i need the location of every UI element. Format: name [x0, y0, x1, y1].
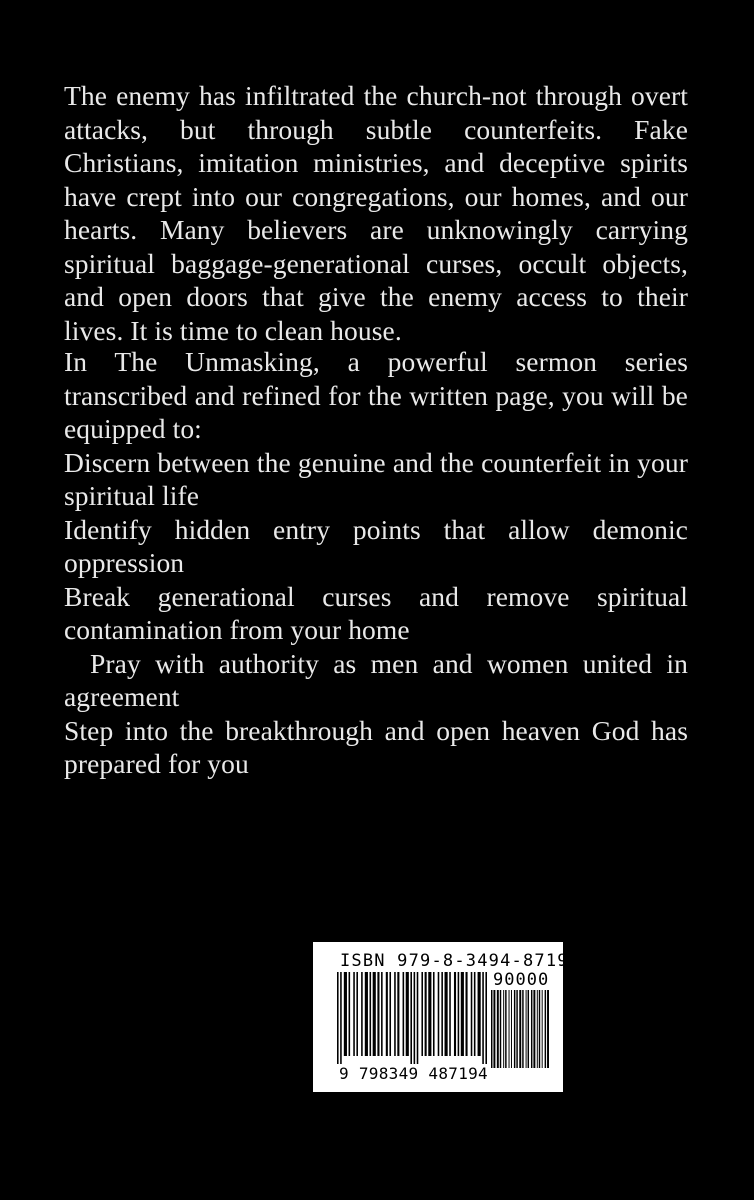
barcode-bar	[381, 972, 383, 1056]
barcode-bar	[516, 990, 517, 1068]
list-item: Step into the breakthrough and open heaven God has prepared for you	[64, 714, 688, 779]
barcode-bar	[537, 990, 538, 1068]
barcode-bar	[519, 990, 521, 1068]
description-text: The enemy has infiltrated the church-not through overt attacks, but through subtle counterfeits. Fake Christians, imitation ministries, and deceptive spirits have crept into our congregations, our homes, and our hearts. Many believers are unknowingly carrying spiritual baggage-generational curses, occult objects, and open doors that give the enemy access to their lives. It is time to clean house.	[64, 80, 688, 346]
barcode-bar	[340, 972, 342, 1064]
barcode-bar	[365, 972, 368, 1056]
barcode-bar	[533, 990, 535, 1068]
barcode-bar	[438, 972, 440, 1056]
barcode-bar	[509, 990, 510, 1068]
barcode-bar	[471, 972, 473, 1056]
barcode-bar	[503, 990, 504, 1068]
barcode-bar	[425, 972, 427, 1056]
barcode-bar	[461, 972, 464, 1056]
list-item: Discern between the genuine and the counterfeit in your spiritual life	[64, 446, 688, 511]
barcode-bar	[478, 972, 481, 1056]
barcode-bar	[349, 972, 351, 1056]
barcode-bar	[414, 972, 416, 1064]
barcode-bar	[539, 990, 540, 1068]
barcode-bar	[356, 972, 358, 1056]
barcode-bar	[505, 990, 506, 1068]
barcode-bar	[542, 990, 543, 1068]
barcode-bar	[353, 972, 355, 1056]
barcode-bar	[361, 972, 363, 1056]
price-code: 90000	[493, 970, 550, 990]
barcode-bar	[449, 972, 451, 1056]
barcode-bar	[377, 972, 379, 1056]
barcode-bar	[497, 990, 499, 1068]
barcode-bar	[528, 990, 529, 1068]
barcode-bar	[465, 972, 467, 1056]
barcode-bar	[485, 972, 487, 1064]
barcode-bar	[441, 972, 443, 1056]
addon-barcode-bars	[491, 990, 549, 1068]
isbn-barcode	[313, 942, 592, 1092]
barcode-bar	[445, 972, 448, 1056]
ean-digits: 9 798349 487194	[339, 1064, 488, 1083]
barcode-bar	[454, 972, 456, 1056]
barcode-bar	[491, 990, 492, 1068]
barcode-bar	[421, 972, 423, 1056]
barcode-bar	[514, 990, 515, 1068]
barcode-bar	[500, 990, 501, 1068]
equipped-list	[64, 345, 688, 781]
ean-barcode-bars	[337, 972, 487, 1064]
barcode-bar	[458, 972, 460, 1056]
barcode-bar	[406, 972, 409, 1056]
barcode-bar	[433, 972, 435, 1056]
barcode-bar	[493, 990, 495, 1068]
equipped-intro: In The Unmasking, a powerful sermon series transcribed and refined for the written page, you will be equipped to:	[64, 346, 688, 444]
list-item: Pray with authority as men and women united in agreement	[64, 647, 688, 712]
barcode-bar	[373, 972, 376, 1056]
barcode-bar	[397, 972, 399, 1056]
barcode-bar	[344, 972, 347, 1056]
barcode-bar	[474, 972, 476, 1056]
barcode-bar	[511, 990, 512, 1068]
barcode-bar	[545, 990, 546, 1068]
barcode-bar	[389, 972, 391, 1056]
barcode-bar	[370, 972, 372, 1056]
description-paragraph	[64, 79, 688, 347]
barcode-bar	[482, 972, 484, 1064]
barcode-bar	[403, 972, 405, 1056]
barcode-bar	[522, 990, 523, 1068]
barcode-bar	[410, 972, 412, 1064]
barcode-bar	[526, 990, 527, 1068]
list-item: Identify hidden entry points that allow demonic oppression	[64, 513, 688, 578]
isbn-label: ISBN 979-8-3494-8719-4	[340, 951, 592, 971]
barcode-bar	[386, 972, 388, 1056]
barcode-bar	[417, 972, 419, 1064]
barcode-bar	[531, 990, 532, 1068]
list-item: Break generational curses and remove spiritual contamination from your home	[64, 580, 688, 645]
barcode-bar	[428, 972, 431, 1056]
barcode-bar	[394, 972, 396, 1056]
barcode-bar	[337, 972, 339, 1064]
barcode-bar	[547, 990, 549, 1068]
